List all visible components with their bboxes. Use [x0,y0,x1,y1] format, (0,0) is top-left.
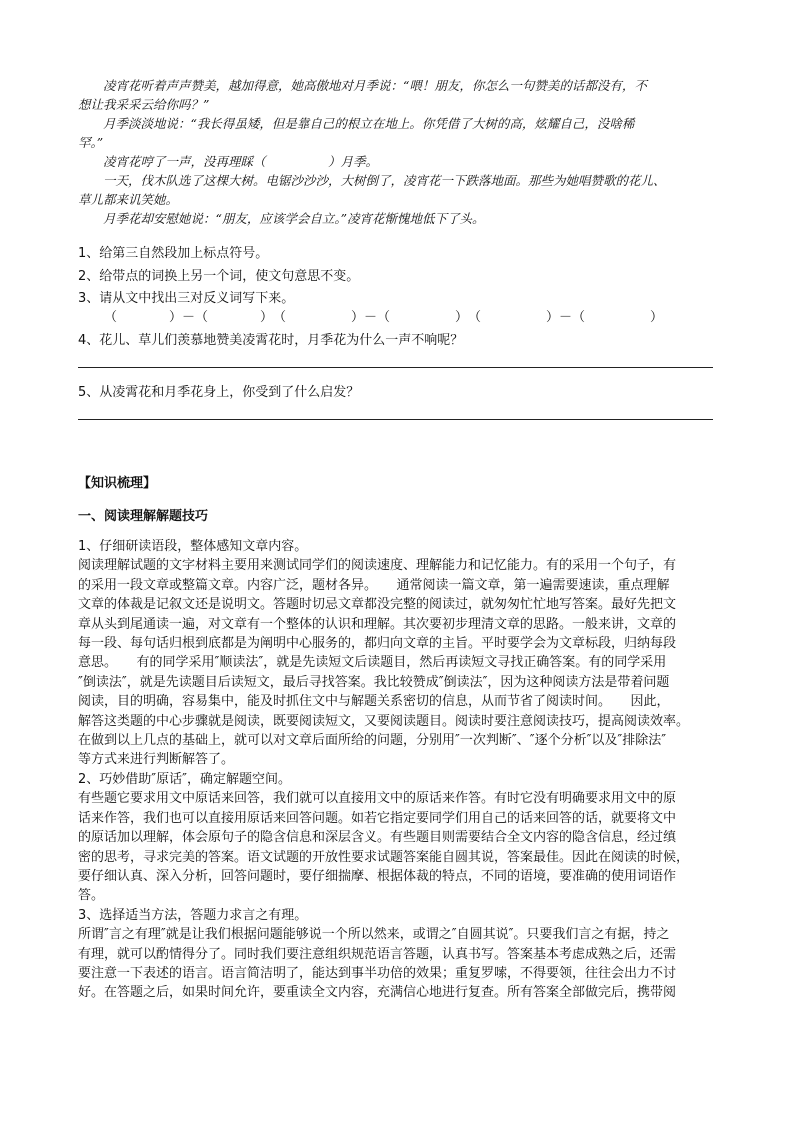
text-line: 1、仔细研读语段，整体感知文章内容。 [78,539,308,554]
text-line: 章从头到尾通读一遍，对文章有一个整体的认识和理解。其次要初步理清文章的思路。一般来讲，文章的 [78,616,677,632]
text-line: 话来作答，我们也可以直接用原话来回答问题。如若它指定要同学们用自己的话来回答的话，就要将文中 [78,810,677,826]
question-4: 4、花儿、草儿们羡慕地赞美凌霄花时，月季花为什么一声不响呢？ [78,333,464,348]
question-1: 1、给第三自然段加上标点符号。 [78,246,269,261]
question-2: 2、给带点的词换上另一个词，使文句意思不变。 [78,269,360,284]
text-line: 密的思考，寻求完美的答案。语文试题的开放性要求试题答案能自圆其说，答案最佳。因此在阅读的时候， [78,849,690,865]
text-line: 3、选择适当方法，答题力求言之有理。 [78,907,308,923]
text-line: 的原话加以理解，体会原句子的隐含信息和深层含义。有些题目则需要结合全文内容的隐含信息，经过缜 [78,830,677,846]
text-line: 解答这类题的中心步骤就是阅读，既要阅读短文，又要阅读题目。阅读时要注意阅读技巧，提高阅读效率。 [78,713,690,729]
passage-line: 凌宵花哼了一声，没再理睬（ ）月季。 [103,154,379,169]
section-title: 一、阅读理解解题技巧 [78,509,209,524]
answer-line-5[interactable] [78,419,713,420]
passage-line: 月季淡淡地说：“我长得虽矮，但是靠自己的根立在地上。你凭借了大树的高，炫耀自己，没啥稀 [103,116,635,131]
text-line: 所谓″言之有理″就是让我们根据问题能够说一个所以然来，或谓之″自圆其说″。只要我们言之有据，持之 [78,927,670,943]
passage-line: 凌宵花听着声声赞美，越加得意，她高傲地对月季说：“喂！朋友，你怎么一句赞美的话都没有，不 [103,78,647,93]
technique-text [78,537,718,1003]
reading-passage [78,76,718,228]
text-line: 的采用一段文章或整篇文章。内容广泛，题材各异。 通常阅读一篇文章，第一遍需要速读，重点理解 [78,577,670,593]
text-line: 等方式来进行判断解答了。 [78,752,235,768]
text-line: 有些题它要求用文中原话来回答，我们就可以直接用文中的原话来作答。有时它没有明确要求用文中的原 [78,791,677,807]
passage-line: 罕。” [78,135,104,150]
text-line: 每一段、每句话归根到底都是为阐明中心服务的，都归向文章的主旨。平时要学会为文章标段，归纳每段 [78,636,677,652]
section-bracket-title: 【知识梳理】 [78,476,157,491]
passage-line: 想让我采采云给你吗？” [78,97,210,112]
passage-line: 一天，伐木队选了这棵大树。电锯沙沙沙，大树倒了，凌宵花一下跌落地面。那些为她唱赞歌的花儿、 [103,173,666,188]
text-line: 2、巧妙借助″原话″，确定解题空间。 [78,771,291,787]
text-line: 答。 [78,888,105,904]
question-3: 3、请从文中找出三对反义词写下来。 [78,291,295,306]
text-line: 文章的体裁是记叙文还是说明文。答题时切忌文章都没完整的阅读过，就匆匆忙忙地写答案。最好先把文 [78,597,677,613]
question-5: 5、从凌霄花和月季花身上，你受到了什么启发？ [78,385,360,400]
text-line: 要仔细认真、深入分析，回答问题时，要仔细揣摩、根据体裁的特点，不同的语境，要准确的使用词语作 [78,868,677,884]
text-line: 阅读，目的明确，容易集中，能及时抓住文中与解题关系密切的信息，从而节省了阅读时间。 因此， [78,694,670,710]
text-line: 好。在答题之后，如果时间允许，要重读全文内容，充满信心地进行复查。所有答案全部做完后，携带阅 [78,985,677,1001]
text-line: 有理，就可以酌情得分了。同时我们要注意组织规范语言答题，认真书写。答案基本考虑成熟之后，还需 [78,946,677,962]
text-line: 要注意一下表述的语言。语言简洁明了，能达到事半功倍的效果；重复罗嗦，不得要领，往往会出力不讨 [78,965,677,981]
text-line: 意思。 有的同学采用″顺读法″，就是先读短文后读题目，然后再读短文寻找正确答案。有的同学采用 [78,655,667,671]
passage-line: 草儿都来讥笑她。 [78,192,179,207]
answer-line-4[interactable] [78,367,713,368]
text-line: 阅读理解试题的文字材料主要用来测试同学们的阅读速度、理解能力和记忆能力。有的采用一个句子，有 [78,558,677,574]
passage-line: 月季花却安慰她说：“朋友，应该学会自立。”凌宵花惭愧地低下了头。 [103,211,485,226]
text-line: 在做到以上几点的基础上，就可以对文章后面所给的问题，分别用″一次判断″、″逐个分析″以及″排除法″ [78,733,667,749]
antonym-answer-blanks[interactable]: （ ）－（ ） （ ）－（ ） （ ）－（ ） [104,310,664,325]
text-line: ″倒读法″，就是先读题目后读短文，最后寻找答案。我比较赞成″倒读法″，因为这种阅读方法是带着问题 [78,674,670,690]
